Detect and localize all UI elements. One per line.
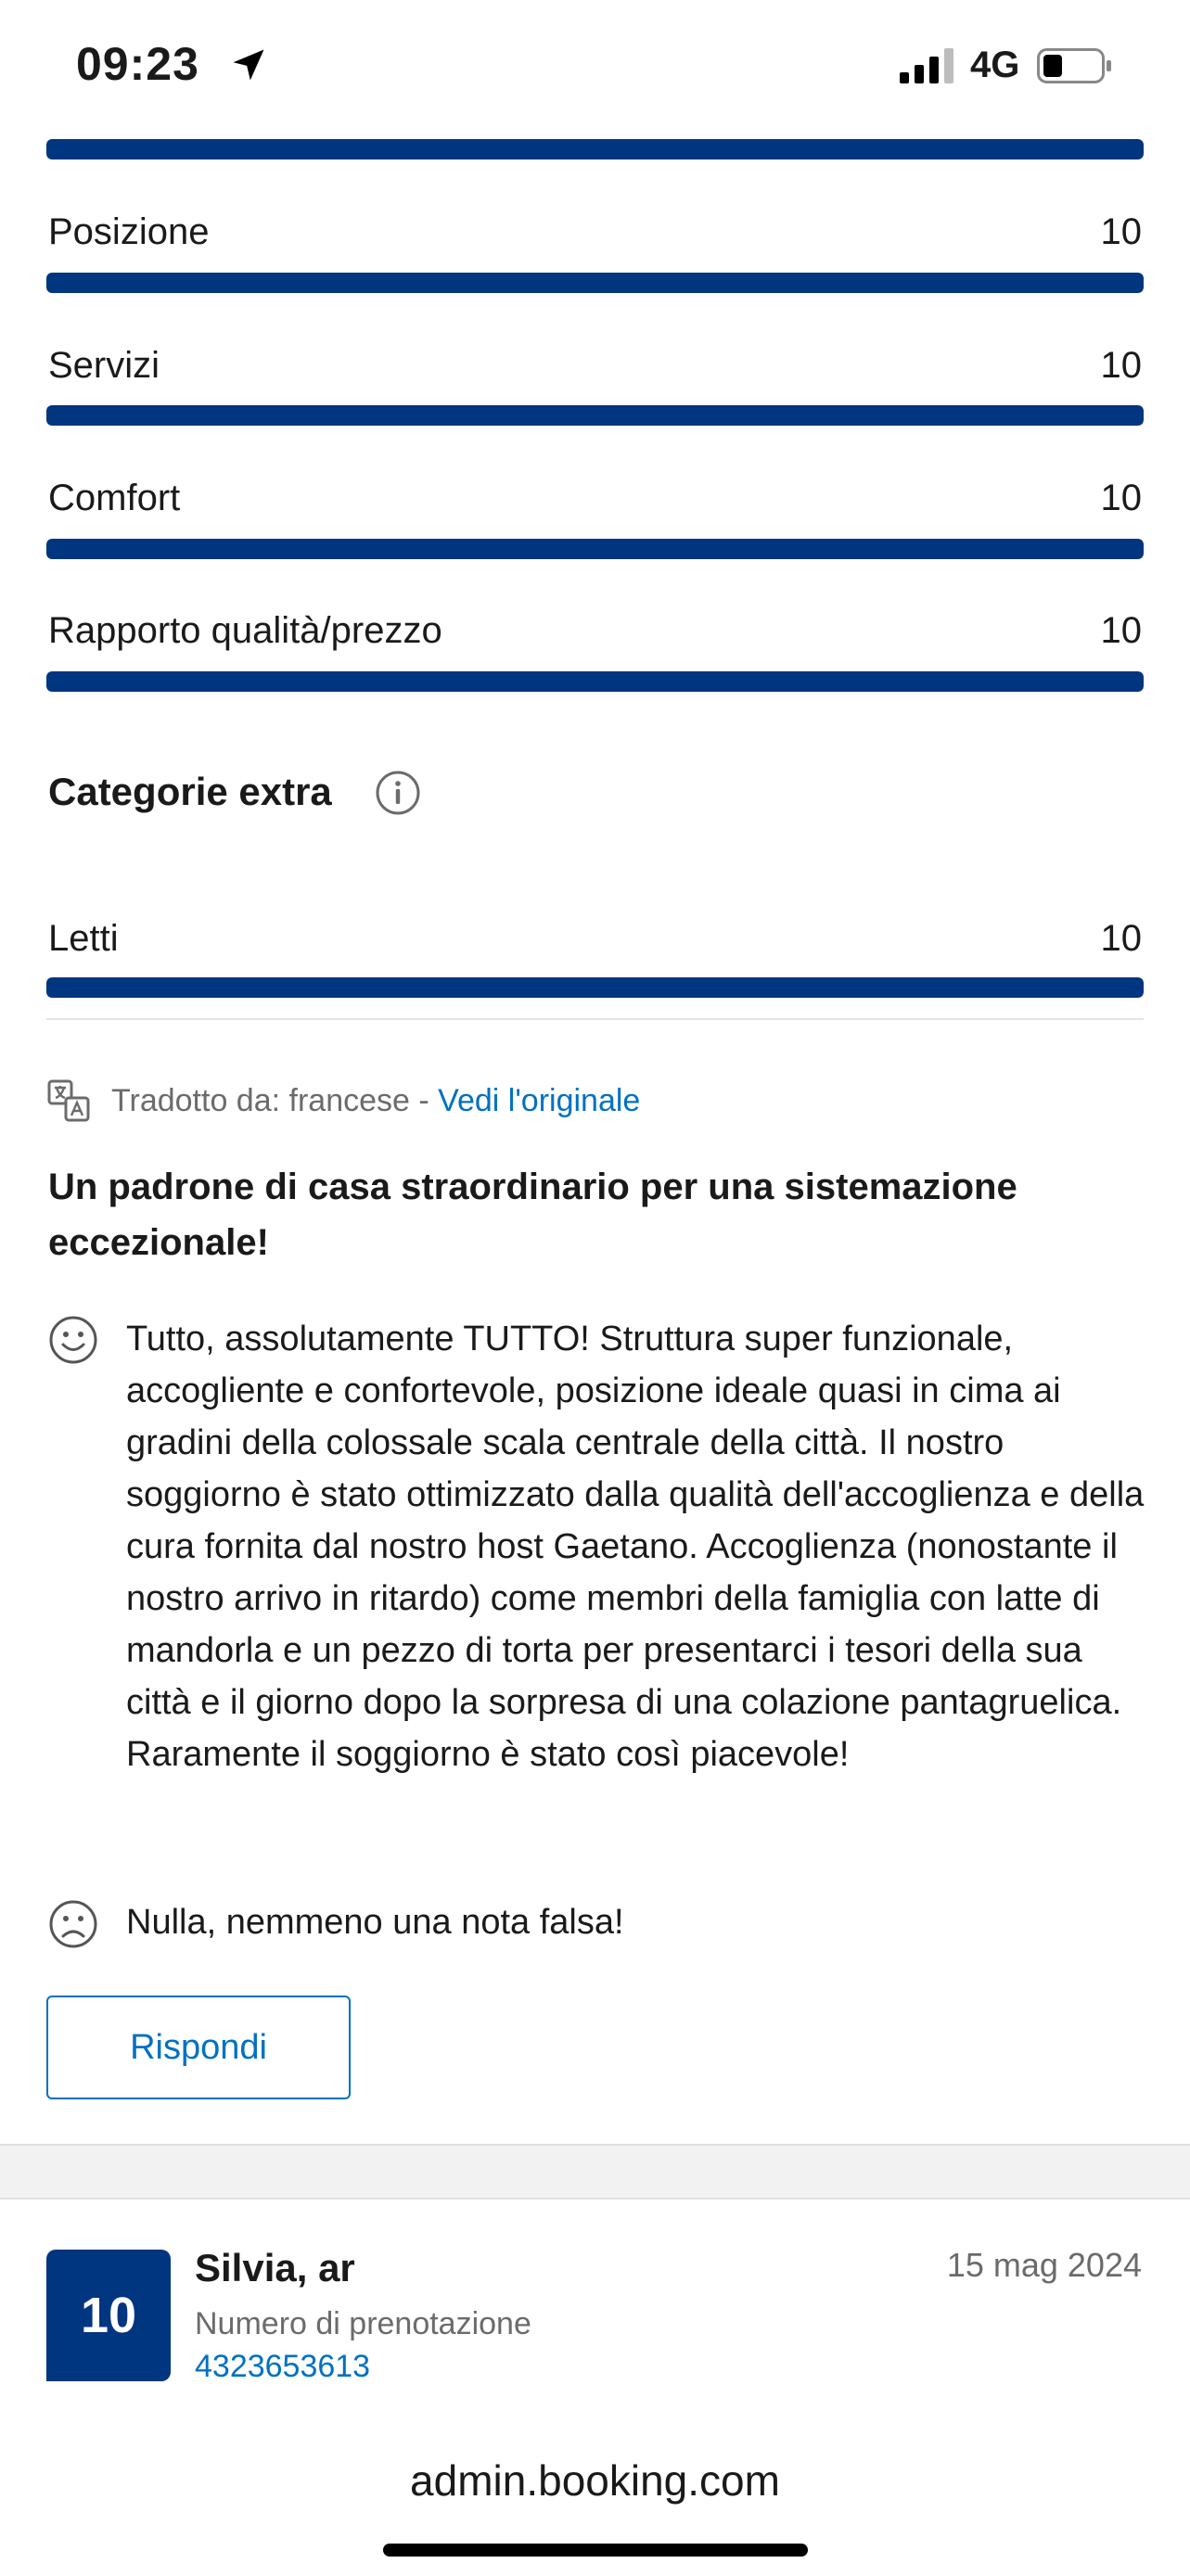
sad-face-icon <box>48 1899 98 1949</box>
rating-label-value: Rapporto qualità/prezzo <box>48 610 442 651</box>
review-score-badge: 10 <box>46 2250 171 2381</box>
status-bar <box>0 0 1190 130</box>
translation-notice <box>111 1083 640 1119</box>
rating-bar-posizione <box>46 273 1144 293</box>
rating-bar-value <box>46 671 1144 692</box>
location-arrow-icon <box>228 45 269 85</box>
extra-categories-title: Categorie extra <box>48 770 332 813</box>
section-separator <box>0 2144 1190 2200</box>
battery-icon <box>1037 48 1113 83</box>
rating-bar-fill <box>46 671 1144 692</box>
see-original-link[interactable]: Vedi l'originale <box>438 1083 641 1118</box>
rating-score-value: 10 <box>1100 610 1142 651</box>
rating-score-servizi: 10 <box>1100 345 1142 386</box>
network-type: 4G <box>970 45 1020 85</box>
rating-label-comfort: Comfort <box>48 478 181 518</box>
browser-url[interactable]: admin.booking.com <box>410 2456 780 2505</box>
booking-number-link[interactable]: 4323653613 <box>195 2349 371 2384</box>
translation-text: Tradotto da: francese - <box>111 1083 439 1118</box>
status-time: 09:23 <box>76 38 199 90</box>
rating-score-letti: 10 <box>1100 918 1142 959</box>
review-positive-text: Tutto, assolutamente TUTTO! Struttura super funzionale, accogliente e confortevole, posizione ideale quasi in cima ai gradini della colossale scala centrale della città. Il nostro soggiorno è stato ottimizzato dalla qualità dell'accoglienza e della cura fornita dal nostro host Gaetano. Accoglienza (nonostante il nostro arrivo in ritardo) come membri della famiglia con latte di mandorla e un pezzo di torta per presentarci i tesori della sua città e il giorno dopo la sorpresa di una colazione pantagruelica. Raramente il soggiorno è stato così piacevole! <box>126 1320 1145 1774</box>
review-title: Un padrone di casa straordinario per una sistemazione eccezionale! <box>48 1167 1017 1263</box>
rating-bar-letti <box>46 977 1144 998</box>
rating-label-letti: Letti <box>48 918 119 959</box>
smile-icon <box>48 1315 98 1365</box>
guest-name: Silvia, ar <box>195 2246 355 2289</box>
rating-label-posizione: Posizione <box>48 211 210 252</box>
review-date: 15 mag 2024 <box>946 2246 1142 2284</box>
rating-bar-comfort <box>46 539 1144 559</box>
rating-bar-fill <box>46 539 1144 559</box>
rating-bar-servizi <box>46 405 1144 426</box>
rating-bar-fill <box>46 405 1144 426</box>
rating-label-servizi: Servizi <box>48 345 160 386</box>
rating-bar-previous <box>46 139 1144 159</box>
info-icon[interactable] <box>375 770 421 816</box>
rating-score-posizione: 10 <box>1100 211 1142 252</box>
rating-bar-fill <box>46 139 1144 159</box>
review-negative-text: Nulla, nemmeno una nota falsa! <box>126 1903 624 1942</box>
home-indicator[interactable] <box>383 2544 808 2557</box>
divider <box>46 1018 1144 1020</box>
rating-bar-fill <box>46 273 1144 293</box>
rating-score-comfort: 10 <box>1100 478 1142 518</box>
cellular-signal-icon <box>900 48 957 83</box>
translate-icon <box>46 1078 91 1123</box>
booking-number-label: Numero di prenotazione <box>195 2306 531 2341</box>
rating-bar-fill <box>46 977 1144 998</box>
reply-button[interactable]: Rispondi <box>46 1996 351 2099</box>
